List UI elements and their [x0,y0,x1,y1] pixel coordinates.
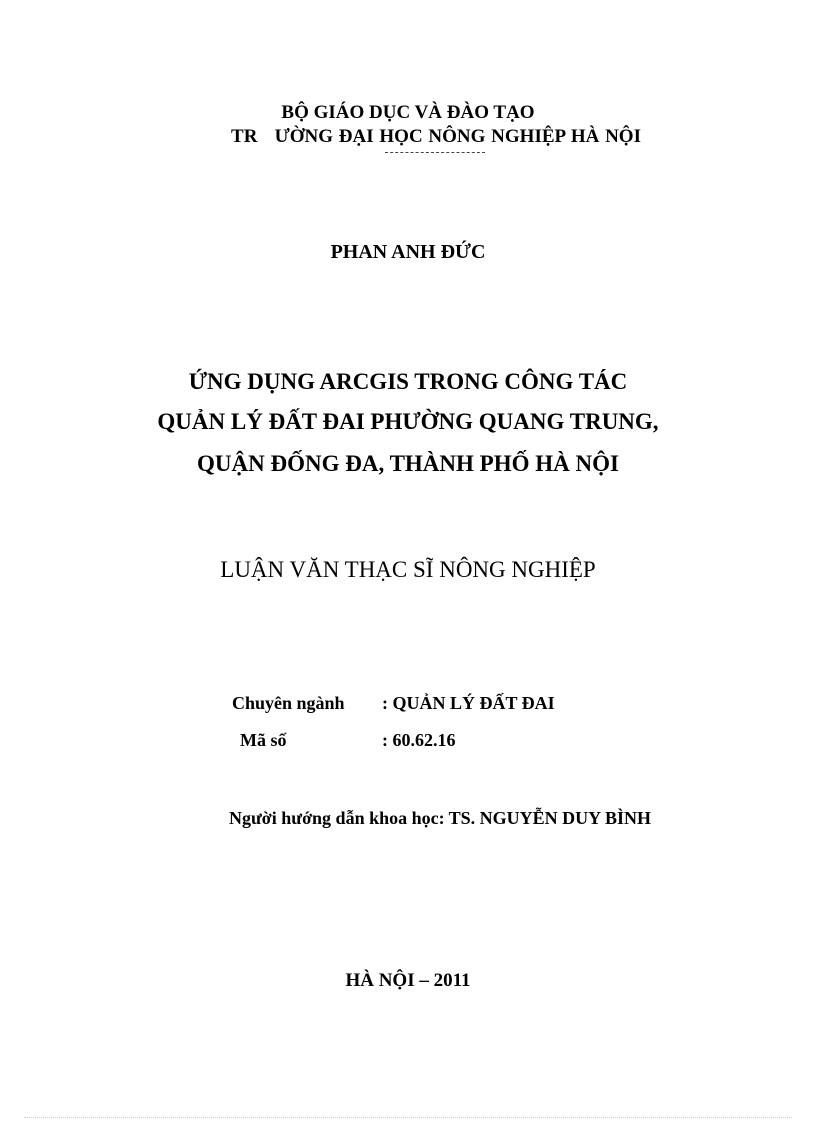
thesis-type: LUẬN VĂN THẠC SĨ NÔNG NGHIỆP [220,557,596,582]
code-label: Mã số [240,730,287,750]
major-label: Chuyên ngành [232,693,345,713]
advisor-name: TS. NGUYỄN DUY BÌNH [448,808,651,828]
advisor-label: Người hướng dẫn khoa học: [229,808,445,828]
code-value: : 60.62.16 [382,730,456,750]
place-year: HÀ NỘI – 2011 [345,970,471,991]
thesis-title-line-1: ỨNG DỤNG ARCGIS TRONG CÔNG TÁC [188,369,628,394]
major-value: : QUẢN LÝ ĐẤT ĐAI [382,693,555,713]
page-bottom-rule [24,1117,792,1118]
thesis-title-line-2: QUẢN LÝ ĐẤT ĐAI PHƯỜNG QUANG TRUNG, [157,409,659,434]
university-name: TR ƯỜNG ĐẠI HỌC NÔNG NGHIỆP HÀ NỘI [231,126,641,147]
major-row [232,693,555,714]
thesis-title-line-3: QUẬN ĐỐNG ĐA, THÀNH PHỐ HÀ NỘI [197,451,619,476]
advisor-row [229,808,651,829]
author-name: PHAN ANH ĐỨC [330,241,486,263]
ministry-name: BỘ GIÁO DỤC VÀ ĐÀO TẠO [281,102,535,123]
header-divider [385,152,485,153]
code-row [240,730,456,751]
